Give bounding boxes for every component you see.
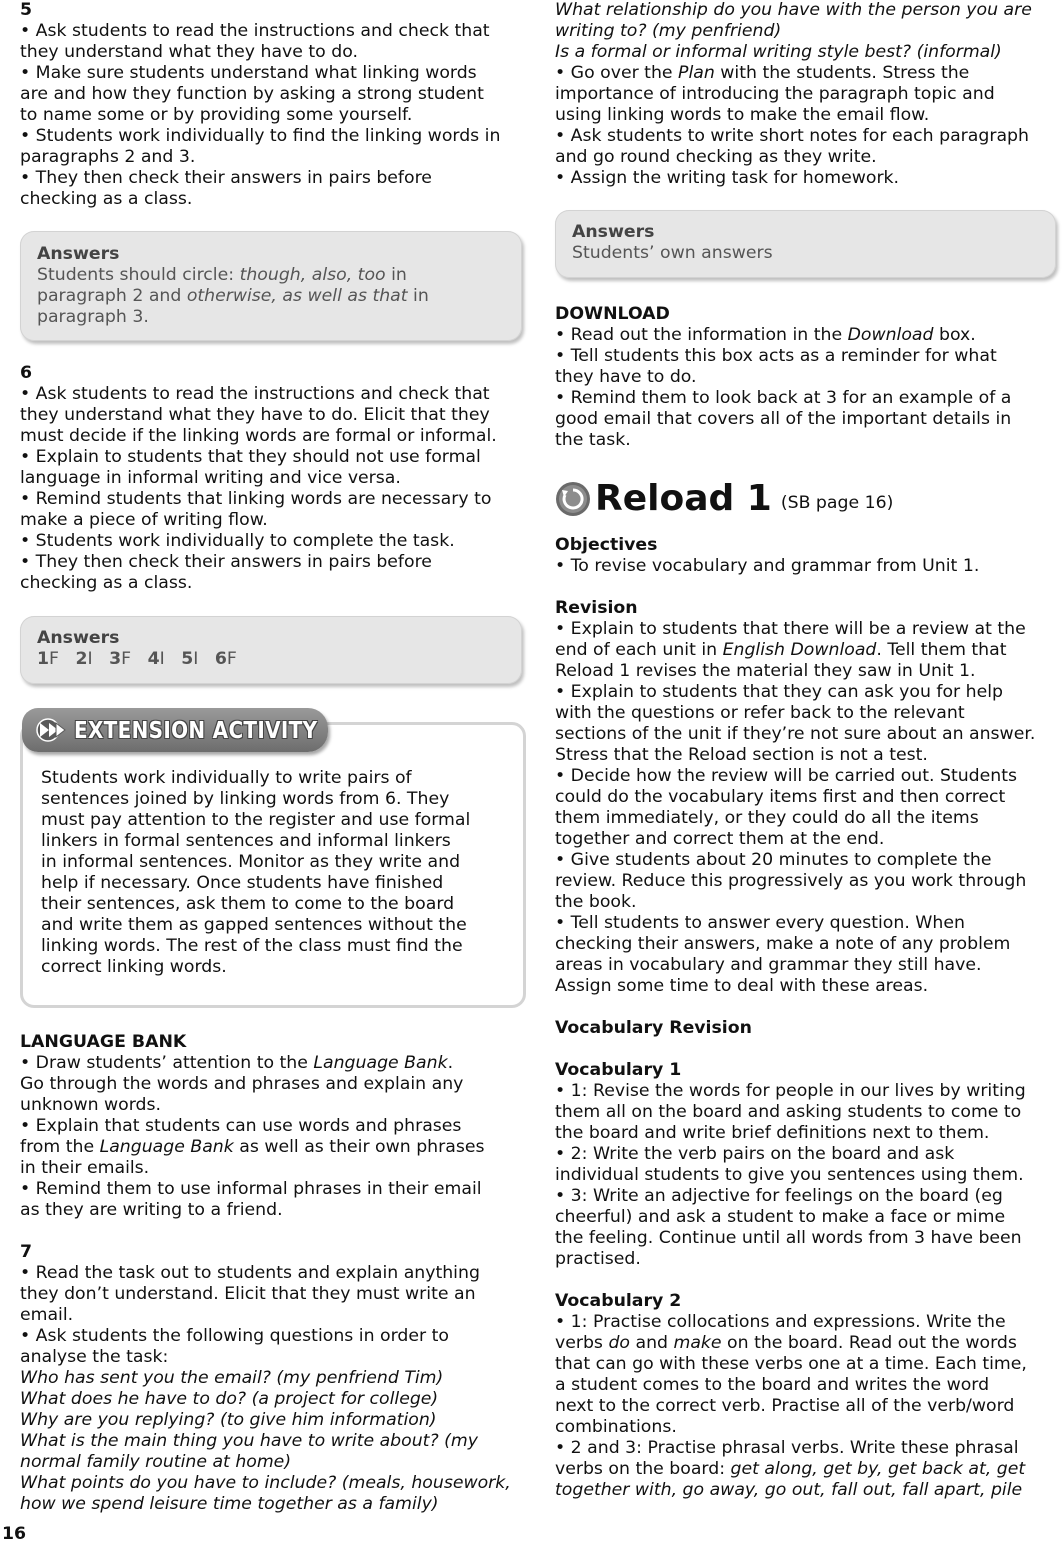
answer-item: 5I xyxy=(181,649,199,669)
question-line: What does he have to do? (a project for college) xyxy=(20,1389,439,1409)
text-line: must pay attention to the register and use formal xyxy=(41,810,471,830)
text-line: • Students work individually to find the linking words in xyxy=(20,126,501,146)
text-line: sections of the unit if they’re not sure about an answer. xyxy=(555,724,1036,744)
page-number: 16 xyxy=(2,1524,27,1544)
right-column xyxy=(555,0,1060,1501)
text-line: • Decide how the review will be carried out. Students xyxy=(555,766,1018,786)
text-line: in informal sentences. Monitor as they write and xyxy=(41,852,461,872)
answers-line: paragraph 3. xyxy=(37,307,149,327)
text-line: paragraphs 2 and 3. xyxy=(20,147,196,167)
section-7-heading: 7 xyxy=(20,1242,33,1262)
text-line: linkers in formal sentences and informal linkers xyxy=(41,831,451,851)
vocabulary-2-heading: Vocabulary 2 xyxy=(555,1291,682,1311)
text-line: Students work individually to write pairs of xyxy=(41,768,412,788)
text-line: • They then check their answers in pairs before xyxy=(20,552,432,572)
extension-activity xyxy=(20,708,528,1010)
text-line: them immediately, or they could do all the items xyxy=(555,808,979,828)
text-line: analyse the task: xyxy=(20,1347,169,1367)
text-line: the task. xyxy=(555,430,631,450)
question-line: What is the main thing you have to write about? (my xyxy=(20,1431,478,1451)
text-line: good email that covers all of the important details in xyxy=(555,409,1012,429)
text-line: and write them as gapped sentences without the xyxy=(41,915,467,935)
text-line: they don’t understand. Elicit that they must write an xyxy=(20,1284,476,1304)
answer-item: 2I xyxy=(75,649,93,669)
vocabulary-1-heading: Vocabulary 1 xyxy=(555,1060,682,1080)
text-line: they understand what they have to do. Elicit that they xyxy=(20,405,490,425)
language-bank-body xyxy=(20,1053,528,1221)
text-line: help if necessary. Once students have finished xyxy=(41,873,444,893)
answers-box-5 xyxy=(20,231,522,341)
text-line: with the questions or refer back to the relevant xyxy=(555,703,965,723)
answers-line: Students’ own answers xyxy=(572,243,773,263)
text-line: • Explain to students that there will be a review at the xyxy=(555,619,1026,639)
text-line: are and how they function by asking a strong student xyxy=(20,84,484,104)
question-line: how we spend leisure time together as a family) xyxy=(20,1494,439,1514)
answers-box-7 xyxy=(555,210,1056,278)
text-line: a student comes to the board and writes the word xyxy=(555,1375,990,1395)
text-line: • Tell students to answer every question. When xyxy=(555,913,965,933)
text-line: the book. xyxy=(555,892,637,912)
text-line: next to the correct verb. Practise all of the verb/word xyxy=(555,1396,1015,1416)
answers-line: Students should circle: though, also, too in xyxy=(37,265,407,285)
question-line: normal family routine at home) xyxy=(20,1452,292,1472)
text-line: Stress that the Reload section is not a test. xyxy=(555,745,928,765)
text-line: the board and write brief definitions next to them. xyxy=(555,1123,990,1143)
fast-forward-icon xyxy=(36,718,66,742)
text-line: combinations. xyxy=(555,1417,677,1437)
text-line: could do the vocabulary items first and then correct xyxy=(555,787,1006,807)
answers-list xyxy=(37,649,506,670)
question-line: Is a formal or informal writing style best? (informal) xyxy=(555,42,1002,62)
text-line: together and correct them at the end. xyxy=(555,829,885,849)
answers-box-6 xyxy=(20,616,522,684)
text-line: • Read out the information in the Download box. xyxy=(555,325,976,345)
text-line: • Explain to students that they should not use formal xyxy=(20,447,481,467)
text-line: • Ask students to read the instructions and check that xyxy=(20,384,490,404)
text-line: verbs on the board: get along, get by, get back at, get xyxy=(555,1459,1026,1479)
extension-text xyxy=(41,768,470,978)
text-line: the feeling. Continue until all words from 3 have been xyxy=(555,1228,1022,1248)
text-line: • Assign the writing task for homework. xyxy=(555,168,900,188)
text-line: Assign some time to deal with these areas. xyxy=(555,976,929,996)
text-line: • Remind them to use informal phrases in their email xyxy=(20,1179,482,1199)
text-line: they understand what they have to do. xyxy=(20,42,358,62)
text-line: • 3: Write an adjective for feelings on the board (eg xyxy=(555,1186,1003,1206)
question-line: Who has sent you the email? (my penfriend Tim) xyxy=(20,1368,444,1388)
section-6-heading: 6 xyxy=(20,363,33,383)
reload-subtitle: (SB page 16) xyxy=(780,492,894,513)
text-line: checking as a class. xyxy=(20,189,193,209)
answers-title: Answers xyxy=(572,222,655,242)
revision-heading: Revision xyxy=(555,598,638,618)
text-line: they have to do. xyxy=(555,367,697,387)
text-line: as they are writing to a friend. xyxy=(20,1200,283,1220)
text-line: Reload 1 revises the material they saw in Unit 1. xyxy=(555,661,976,681)
text-line: email. xyxy=(20,1305,74,1325)
answer-item: 3F xyxy=(109,649,132,669)
text-line: them all on the board and asking students to come to xyxy=(555,1102,1022,1122)
text-line: • Tell students this box acts as a reminder for what xyxy=(555,346,997,366)
objectives-heading: Objectives xyxy=(555,535,658,555)
text-line: sentences joined by linking words from 6. They xyxy=(41,789,450,809)
text-line: • To revise vocabulary and grammar from Unit 1. xyxy=(555,556,980,576)
text-line: must decide if the linking words are formal or informal. xyxy=(20,426,497,446)
question-line: What points do you have to include? (meals, housework, xyxy=(20,1473,511,1493)
question-line: What relationship do you have with the person you are xyxy=(555,0,1032,20)
extension-label: EXTENSION ACTIVITY xyxy=(74,715,318,744)
answer-item: 4I xyxy=(147,649,165,669)
reload-icon xyxy=(555,481,591,517)
text-line: correct linking words. xyxy=(41,957,227,977)
text-line: that can go with these verbs one at a time. Each time, xyxy=(555,1354,1027,1374)
text-line: practised. xyxy=(555,1249,641,1269)
text-line: from the Language Bank as well as their own phrases xyxy=(20,1137,485,1157)
question-line: writing to? (my penfriend) xyxy=(555,21,782,41)
answers-title: Answers xyxy=(37,244,120,264)
section-7-body xyxy=(20,1263,528,1515)
section-5-body xyxy=(20,21,528,210)
text-line: • 1: Practise collocations and expressions. Write the xyxy=(555,1312,1006,1332)
text-line: using linking words to make the email flow. xyxy=(555,105,930,125)
text-line: • Make sure students understand what linking words xyxy=(20,63,477,83)
answers-line: paragraph 2 and otherwise, as well as that in xyxy=(37,286,429,306)
answer-item: 1F xyxy=(37,649,59,669)
text-line: in their emails. xyxy=(20,1158,150,1178)
text-line: Go through the words and phrases and explain any xyxy=(20,1074,464,1094)
text-line: end of each unit in English Download. Tell them that xyxy=(555,640,1007,660)
text-line: • Explain to students that they can ask you for help xyxy=(555,682,1003,702)
vocabulary-revision-heading: Vocabulary Revision xyxy=(555,1018,752,1038)
left-column xyxy=(20,0,528,1515)
text-line: • Students work individually to complete the task. xyxy=(20,531,455,551)
text-line: • Draw students’ attention to the Language Bank. xyxy=(20,1053,454,1073)
text-line: review. Reduce this progressively as you work through xyxy=(555,871,1027,891)
download-heading: DOWNLOAD xyxy=(555,304,670,324)
text-line: • Remind students that linking words are necessary to xyxy=(20,489,492,509)
text-line: • Ask students to read the instructions and check that xyxy=(20,21,490,41)
reload-title: Reload 1 xyxy=(595,478,772,519)
text-line: • Ask students the following questions in order to xyxy=(20,1326,449,1346)
language-bank-heading: LANGUAGE BANK xyxy=(20,1032,187,1052)
text-line: and go round checking as they write. xyxy=(555,147,877,167)
answers-title: Answers xyxy=(37,628,120,648)
text-line: unknown words. xyxy=(20,1095,161,1115)
text-line: • Explain that students can use words and phrases xyxy=(20,1116,462,1136)
text-line: • Go over the Plan with the students. Stress the xyxy=(555,63,970,83)
section-5-heading: 5 xyxy=(20,0,33,20)
text-line: • Ask students to write short notes for each paragraph xyxy=(555,126,1029,146)
text-line: make a piece of writing flow. xyxy=(20,510,268,530)
text-line: • Read the task out to students and explain anything xyxy=(20,1263,480,1283)
text-line: linking words. The rest of the class must find the xyxy=(41,936,463,956)
text-line: checking their answers, make a note of any problem xyxy=(555,934,1011,954)
text-line: • 1: Revise the words for people in our lives by writing xyxy=(555,1081,1026,1101)
text-line: • They then check their answers in pairs before xyxy=(20,168,432,188)
text-line: • 2 and 3: Practise phrasal verbs. Write these phrasal xyxy=(555,1438,1019,1458)
text-line: language in informal writing and vice versa. xyxy=(20,468,401,488)
text-line: areas in vocabulary and grammar they still have. xyxy=(555,955,982,975)
text-line: importance of introducing the paragraph topic and xyxy=(555,84,995,104)
text-line: • Remind them to look back at 3 for an example of a xyxy=(555,388,1012,408)
answer-item: 6F xyxy=(214,649,237,669)
reload-heading xyxy=(555,474,1060,524)
text-line: • 2: Write the verb pairs on the board and ask xyxy=(555,1144,955,1164)
section-6-body xyxy=(20,384,528,594)
text-line: verbs do and make on the board. Read out the words xyxy=(555,1333,1017,1353)
text-line: individual students to give you sentences using them. xyxy=(555,1165,1024,1185)
question-line: Why are you replying? (to give him information) xyxy=(20,1410,437,1430)
text-line: together with, go away, go out, fall out, fall apart, pile xyxy=(555,1480,1023,1500)
text-line: to name some or by providing some yourself. xyxy=(20,105,413,125)
text-line: cheerful) and ask a student to make a face or mime xyxy=(555,1207,1006,1227)
text-line: • Give students about 20 minutes to complete the xyxy=(555,850,992,870)
extension-banner xyxy=(22,708,328,752)
text-line: checking as a class. xyxy=(20,573,193,593)
text-line: their sentences, ask them to come to the board xyxy=(41,894,455,914)
